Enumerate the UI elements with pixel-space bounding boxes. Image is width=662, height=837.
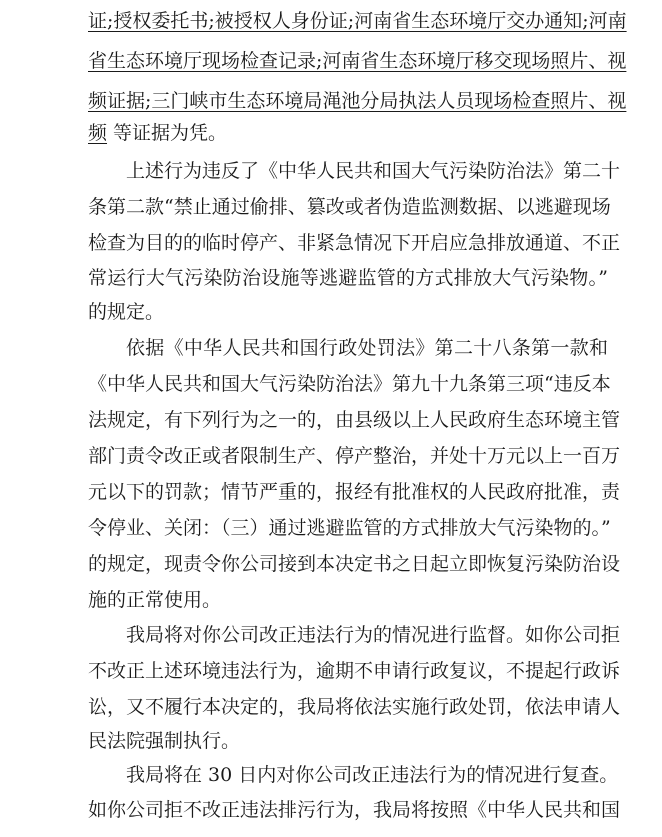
text-line <box>88 726 608 756</box>
basis-text: 《中华人民共和国大气污染防治法》第九十九条第三项“违反本 <box>88 373 611 395</box>
basis-text: 的规定，现责令你公司接到本决定书之日起立即恢复污染防治设 <box>88 553 621 575</box>
text-line <box>88 228 621 258</box>
text-line <box>88 692 621 722</box>
evidence-text: 频 <box>88 122 108 144</box>
text-line <box>88 585 608 615</box>
text-line <box>88 795 621 825</box>
text-line <box>88 405 621 435</box>
text-line <box>88 263 608 293</box>
text-line <box>88 118 608 148</box>
basis-text: 施的正常使用。 <box>88 589 222 611</box>
text-line <box>88 549 621 579</box>
evidence-tail: 等证据为凭。 <box>107 122 228 144</box>
text-line <box>88 477 621 507</box>
violation-text: 常运行大气污染防治设施等逃避监管的方式排放大气污染物。” <box>88 267 608 289</box>
text-line <box>126 760 619 790</box>
text-line <box>88 6 627 36</box>
violation-text: 检查为目的的临时停产、非紧急情况下开启应急排放通道、不正 <box>88 232 621 254</box>
text-line <box>88 369 611 399</box>
text-line <box>88 513 611 543</box>
text-line <box>88 656 621 686</box>
basis-text: 令停业、关闭：（三）通过逃避监管的方式排放大气污染物的。” <box>88 517 611 539</box>
evidence-text: 频证据;三门峡市生态环境局渑池分局执法人员现场检查照片、视 <box>88 90 627 112</box>
text-line <box>88 86 627 116</box>
violation-text: 条第二款“禁止通过偷排、篡改或者伪造监测数据、以逃避现场 <box>88 196 611 218</box>
review-text: 如你公司拒不改正违法排污行为，我局将按照《中华人民共和国 <box>88 799 621 821</box>
text-line <box>88 297 608 327</box>
text-line <box>88 46 627 76</box>
text-line <box>88 192 611 222</box>
violation-text: 上述行为违反了《中华人民共和国大气污染防治法》第二十 <box>126 160 621 182</box>
supervision-text: 我局将对你公司改正违法行为的情况进行监督。如你公司拒 <box>126 624 621 646</box>
evidence-text: 证;授权委托书;被授权人身份证;河南省生态环境厅交办通知;河南 <box>88 10 627 32</box>
review-text: 我局将在 30 日内对你公司改正违法行为的情况进行复查。 <box>126 764 619 786</box>
evidence-text: 省生态环境厅现场检查记录;河南省生态环境厅移交现场照片、视 <box>88 50 627 72</box>
text-line <box>126 156 621 186</box>
text-line <box>88 441 621 471</box>
text-line <box>126 620 621 650</box>
supervision-text: 民法院强制执行。 <box>88 730 241 752</box>
basis-text: 依据《中华人民共和国行政处罚法》第二十八条第一款和 <box>126 337 608 359</box>
supervision-text: 不改正上述环境违法行为，逾期不申请行政复议，不提起行政诉 <box>88 660 621 682</box>
basis-text: 法规定，有下列行为之一的，由县级以上人民政府生态环境主管 <box>88 409 621 431</box>
supervision-text: 讼，又不履行本决定的，我局将依法实施行政处罚，依法申请人 <box>88 696 621 718</box>
basis-text: 元以下的罚款；情节严重的，报经有批准权的人民政府批准，责 <box>88 481 621 503</box>
basis-text: 部门责令改正或者限制生产、停产整治，并处十万元以上一百万 <box>88 445 621 467</box>
text-line <box>126 333 608 363</box>
violation-text: 的规定。 <box>88 301 165 323</box>
